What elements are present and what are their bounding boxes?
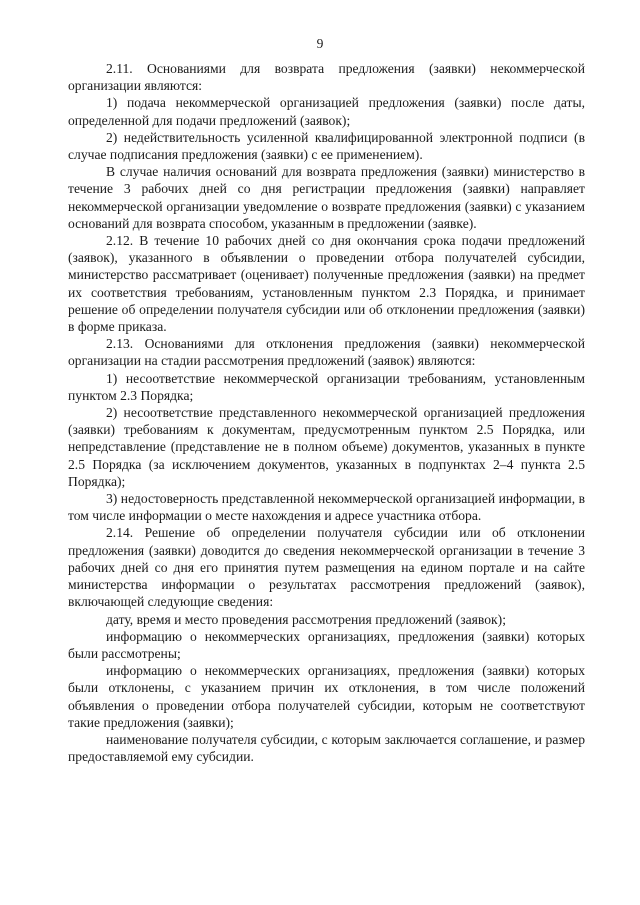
paragraph-2-11-item-1: 1) подача некоммерческой организацией предложения (заявки) после даты, определенной для подачи предложений (заявок); — [68, 95, 585, 128]
paragraph-return-notice: В случае наличия оснований для возврата предложения (заявки) министерство в течение 3 рабочих дней со дня регистрации предложения (заявки) направляет некоммерческой организации уведомление о возврате предложения (заявки) с указанием оснований для возврата способом, указанным в предложении (заявке). — [68, 164, 585, 231]
document-body — [68, 60, 585, 765]
paragraph-2-14-item-rejected: информацию о некоммерческих организациях, предложения (заявки) которых были отклонены, с указанием причин их отклонения, в том числе положений объявления о проведении отбора получателей субсидии, которым не соответствуют такие предложения (заявки); — [68, 663, 585, 730]
paragraph-2-14: 2.14. Решение об определении получателя субсидии или об отклонении предложения (заявки) доводится до сведения некоммерческой организации в течение 3 рабочих дней со дня его принятия путем размещения на едином портале и на сайте министерства информации о результатах рассмотрения предложений (заявок), включающей следующие сведения: — [68, 525, 585, 610]
paragraph-2-14-item-date: дату, время и место проведения рассмотрения предложений (заявок); — [106, 611, 506, 627]
paragraph-2-14-item-reviewed: информацию о некоммерческих организациях, предложения (заявки) которых были рассмотрены; — [68, 628, 585, 661]
paragraph-2-13-item-1: 1) несоответствие некоммерческой организации требованиям, установленным пунктом 2.3 Порядка; — [68, 370, 585, 403]
paragraph-2-11: 2.11. Основаниями для возврата предложения (заявки) некоммерческой организации являются: — [68, 61, 585, 94]
paragraph-2-13: 2.13. Основаниями для отклонения предложения (заявки) некоммерческой организации на стадии рассмотрения предложений (заявок) являются: — [68, 336, 585, 369]
paragraph-2-11-item-2: 2) недействительность усиленной квалифицированной электронной подписи (в случае подписания предложения (заявки) с ее применением). — [68, 129, 585, 163]
paragraph-2-12: 2.12. В течение 10 рабочих дней со дня окончания срока подачи предложений (заявок), указанного в объявлении о проведении отбора получателей субсидии, министерство рассматривает (оценивает) полученные предложения (заявки) на предмет их соответствия требованиям, установленным пунктом 2.3 Порядка, и принимает решение об определении получателя субсидии или об отклонении предложения (заявки) в форме приказа. — [68, 233, 585, 335]
paragraph-2-14-item-recipient: наименование получателя субсидии, с которым заключается соглашение, и размер предоставляемой ему субсидии. — [68, 731, 585, 765]
paragraph-2-13-item-2: 2) несоответствие представленного некоммерческой организацией предложения (заявки) требованиям к документам, предусмотренным пунктом 2.5 Порядка, или непредставление (представление не в полном объеме) документов, указанных в пункте 2.5 Порядка (за исключением документов, указанных в подпунктах 2–4 пункта 2.5 Порядка); — [68, 405, 585, 489]
paragraph-2-13-item-3: 3) недостоверность представленной некоммерческой организацией информации, в том числе информации о месте нахождения и адресе участника отбора. — [68, 491, 585, 524]
page-number: 9 — [316, 36, 324, 51]
